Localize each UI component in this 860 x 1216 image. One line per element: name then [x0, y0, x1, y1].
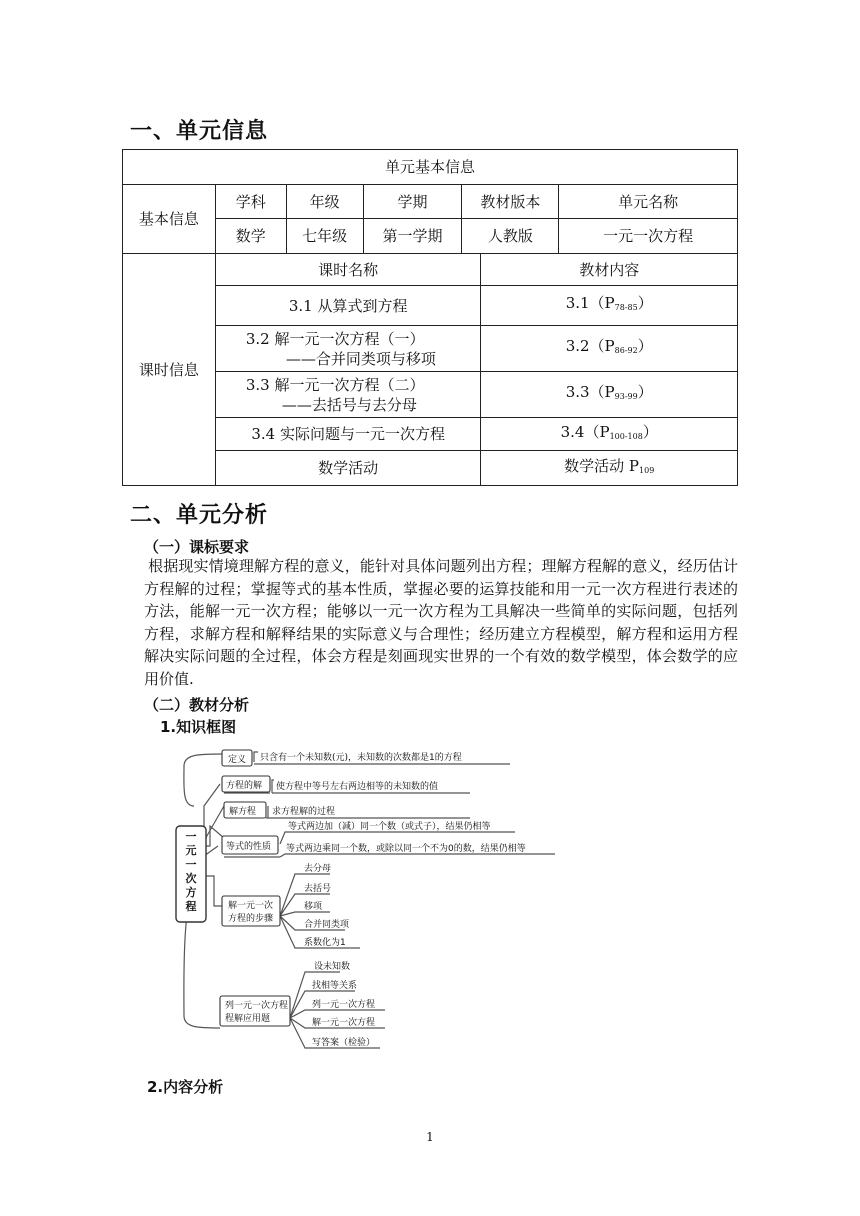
lesson-name-line: 数学活动 — [318, 459, 379, 477]
section1-title: 一、单元信息 — [130, 119, 269, 144]
lesson-content-pages: 78-85 — [614, 303, 638, 312]
lesson-name — [215, 451, 481, 486]
lesson-name-line: 3.1 从算式到方程 — [288, 296, 408, 315]
lesson-content — [481, 451, 738, 486]
lesson-header-name: 课时名称 — [215, 254, 481, 286]
leaf-text: 只含有一个未知数(元)，未知数的次数都是1的方程 — [260, 753, 462, 763]
branch-label: 程解应用题 — [225, 1014, 271, 1024]
basic-info-label: 基本信息 — [123, 185, 216, 254]
leaf-text: 列一元一次方程 — [312, 1000, 376, 1010]
root-char: 元 — [185, 844, 197, 857]
table-caption: 单元基本信息 — [123, 150, 738, 185]
lesson-name-line: 3.4 实际问题与一元一次方程 — [251, 425, 445, 443]
header-unit-name: 单元名称 — [559, 185, 738, 219]
lesson-content-tail: ） — [637, 383, 653, 401]
lesson-name-subline: ——去括号与去分母 — [281, 395, 417, 414]
branch-label: 解一元一次 — [228, 901, 274, 911]
leaf-text: 找相等关系 — [312, 981, 358, 991]
lesson-content-pages: 109 — [639, 465, 655, 475]
leaf-text: 系数化为1 — [304, 938, 346, 948]
value-unit-name: 一元一次方程 — [559, 219, 738, 254]
lesson-content — [481, 326, 738, 372]
lesson-name-line: 3.2 解一元一次方程（一） — [245, 329, 425, 348]
lesson-name-subline: ——合并同类项与移项 — [285, 349, 436, 368]
root-char: 程 — [185, 900, 197, 913]
leaf-text: 使方程中等号左右两边相等的未知数的值 — [276, 782, 439, 792]
leaf-text: 设未知数 — [314, 962, 351, 972]
header-term: 学期 — [363, 185, 462, 219]
lesson-content-text: 3.2（P — [565, 337, 615, 355]
leaf-text: 求方程解的过程 — [272, 807, 336, 817]
lesson-content-text: 数学活动 P — [564, 456, 640, 475]
leaf-text: 写答案（检验） — [312, 1038, 376, 1048]
lesson-content-tail: ） — [642, 422, 658, 441]
page-number: 1 — [426, 1130, 434, 1144]
lesson-content-pages: 93-99 — [614, 392, 638, 401]
subsection-curriculum: （一）课标要求 — [144, 538, 250, 556]
value-grade: 七年级 — [286, 219, 363, 254]
header-grade: 年级 — [286, 185, 363, 219]
lesson-content — [481, 372, 738, 418]
subsection-textbook: （二）教材分析 — [144, 696, 250, 714]
branch-label: 方程的解 — [226, 781, 263, 791]
leaf-text: 合并同类项 — [304, 920, 350, 930]
lesson-name — [215, 418, 481, 451]
curriculum-text: 根据现实情境理解方程的意义，能针对具体问题列出方程；理解方程解的意义，经历估计方程解的过程；掌握等式的基本性质，掌握必要的运算技能和用一元一次方程进行表述的方法，能解一元一次方程；能够以一元一次方程为工具解决一些简单的实际问题，包括列方程，求解方程和解释结果的实际意义与合理性；经历建立方程模型，解方程和运用方程解决实际问题的全过程，体会方程是刻画现实世界的一个有效的数学模型，体会数学的应用价值. — [144, 557, 738, 688]
branch-label: 方程的步骤 — [228, 914, 274, 924]
branch-label: 等式的性质 — [226, 842, 272, 852]
value-subject: 数学 — [215, 219, 286, 254]
lesson-info-label: 课时信息 — [123, 254, 216, 486]
lesson-content-text: 3.3（P — [565, 383, 615, 401]
root-char: 方 — [185, 886, 197, 899]
header-edition: 教材版本 — [462, 185, 559, 219]
lesson-content-tail: ） — [637, 294, 653, 312]
leaf-text: 解一元一次方程 — [312, 1018, 376, 1028]
root-char: 一 — [185, 830, 197, 843]
leaf-text: 去括号 — [304, 884, 332, 894]
lesson-name — [215, 286, 481, 326]
lesson-name — [215, 372, 481, 418]
leaf-text: 等式两边加（减）同一个数（或式子），结果仍相等 — [288, 822, 491, 832]
leaf-text: 等式两边乘同一个数，或除以同一个不为0的数，结果仍相等 — [286, 844, 526, 854]
value-term: 第一学期 — [363, 219, 462, 254]
curriculum-paragraph — [144, 555, 738, 691]
value-edition: 人教版 — [462, 219, 559, 254]
branch-label: 列一元一次方程 — [225, 1001, 289, 1011]
lesson-content-text: 3.4（P — [560, 422, 610, 441]
lesson-content-pages: 86-92 — [614, 346, 638, 355]
lesson-content-pages: 100-108 — [609, 431, 643, 441]
section2-title: 二、单元分析 — [130, 503, 269, 528]
lesson-content — [481, 418, 738, 451]
item-knowledge-map: 1.知识框图 — [160, 718, 237, 736]
root-char: 次 — [185, 872, 197, 885]
mindmap-root-label — [186, 830, 197, 913]
branch-label: 定义 — [228, 755, 247, 765]
leaf-text: 去分母 — [304, 864, 332, 874]
header-subject: 学科 — [215, 185, 286, 219]
lesson-header-content: 教材内容 — [481, 254, 738, 286]
knowledge-mindmap — [170, 746, 570, 1056]
unit-info-table — [122, 149, 738, 486]
lesson-content — [481, 286, 738, 326]
root-char: 一 — [185, 858, 197, 871]
lesson-content-text: 3.1（P — [565, 294, 615, 312]
branch-label: 解方程 — [229, 807, 257, 817]
lesson-name-line: 3.3 解一元一次方程（二） — [245, 375, 425, 394]
lesson-name — [215, 326, 481, 372]
leaf-text: 移项 — [304, 902, 323, 912]
lesson-content-tail: ） — [637, 337, 653, 355]
item-content-analysis: 2.内容分析 — [147, 1078, 224, 1096]
